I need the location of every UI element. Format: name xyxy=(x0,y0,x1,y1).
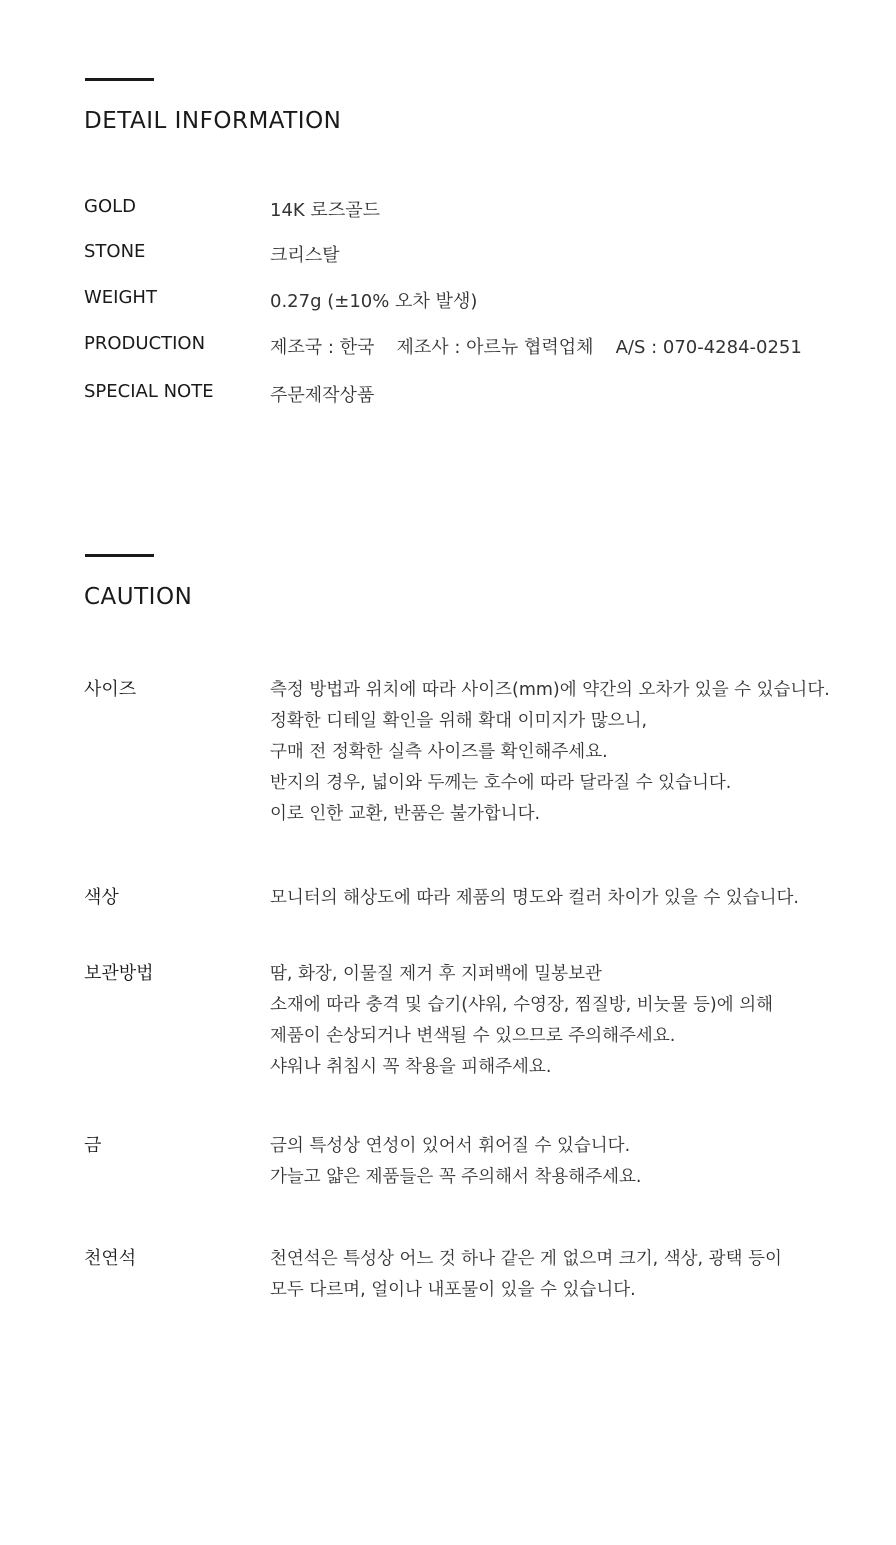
section-divider xyxy=(85,554,154,557)
detail-row-weight xyxy=(84,287,844,317)
detail-information-section xyxy=(84,78,844,418)
caution-text xyxy=(270,1131,641,1193)
caution-line: 구매 전 정확한 실측 사이즈를 확인해주세요. xyxy=(270,742,608,762)
detail-value: 크리스탈 xyxy=(270,245,340,266)
production-country: 제조국 : 한국 xyxy=(270,337,375,358)
caution-label: 색상 xyxy=(84,887,119,908)
section-title: CAUTION xyxy=(84,584,193,610)
caution-line: 제품이 손상되거나 변색될 수 있으므로 주의해주세요. xyxy=(270,1026,676,1046)
detail-value: 14K 로즈골드 xyxy=(270,200,380,221)
caution-line: 이로 인한 교환, 반품은 불가합니다. xyxy=(270,804,541,824)
detail-row-stone xyxy=(84,241,844,271)
detail-label: PRODUCTION xyxy=(84,333,206,354)
detail-value xyxy=(270,333,802,359)
detail-label: GOLD xyxy=(84,196,137,217)
caution-line: 반지의 경우, 넓이와 두께는 호수에 따라 달라질 수 있습니다. xyxy=(270,773,732,793)
detail-label: STONE xyxy=(84,241,146,262)
caution-section xyxy=(84,554,844,1314)
caution-line: 금의 특성상 연성이 있어서 휘어질 수 있습니다. xyxy=(270,1136,631,1156)
caution-line: 정확한 디테일 확인을 위해 확대 이미지가 많으니, xyxy=(270,711,648,731)
caution-line: 가늘고 얇은 제품들은 꼭 주의해서 착용해주세요. xyxy=(270,1167,642,1187)
production-maker: 제조사 : 아르뉴 협력업체 xyxy=(396,337,594,358)
caution-line: 측정 방법과 위치에 따라 사이즈(mm)에 약간의 오차가 있을 수 있습니다. xyxy=(270,680,830,700)
caution-line: 땀, 화장, 이물질 제거 후 지퍼백에 밀봉보관 xyxy=(270,964,602,984)
caution-label: 사이즈 xyxy=(84,679,137,700)
caution-line: 모두 다르며, 얼이나 내포물이 있을 수 있습니다. xyxy=(270,1280,636,1300)
caution-label: 금 xyxy=(84,1135,102,1156)
detail-label: SPECIAL NOTE xyxy=(84,381,214,402)
detail-row-production xyxy=(84,333,844,363)
caution-label: 보관방법 xyxy=(84,963,154,984)
caution-label: 천연석 xyxy=(84,1248,137,1269)
detail-row-gold xyxy=(84,196,844,226)
caution-line: 모니터의 해상도에 따라 제품의 명도와 컬러 차이가 있을 수 있습니다. xyxy=(270,888,799,908)
section-divider xyxy=(85,78,154,81)
caution-line: 천연석은 특성상 어느 것 하나 같은 게 없으며 크기, 색상, 광택 등이 xyxy=(270,1249,782,1269)
detail-row-special-note xyxy=(84,381,844,411)
production-as-contact: A/S : 070-4284-0251 xyxy=(615,337,802,358)
caution-text xyxy=(270,1244,782,1306)
caution-text xyxy=(270,959,773,1083)
caution-text xyxy=(270,675,830,830)
detail-value: 0.27g (±10% 오차 발생) xyxy=(270,291,478,312)
detail-value: 주문제작상품 xyxy=(270,385,375,406)
detail-label: WEIGHT xyxy=(84,287,157,308)
caution-line: 샤워나 취침시 꼭 착용을 피해주세요. xyxy=(270,1057,552,1077)
caution-text xyxy=(270,883,799,914)
caution-line: 소재에 따라 충격 및 습기(샤워, 수영장, 찜질방, 비눗물 등)에 의해 xyxy=(270,995,774,1015)
section-title: DETAIL INFORMATION xyxy=(84,108,342,134)
